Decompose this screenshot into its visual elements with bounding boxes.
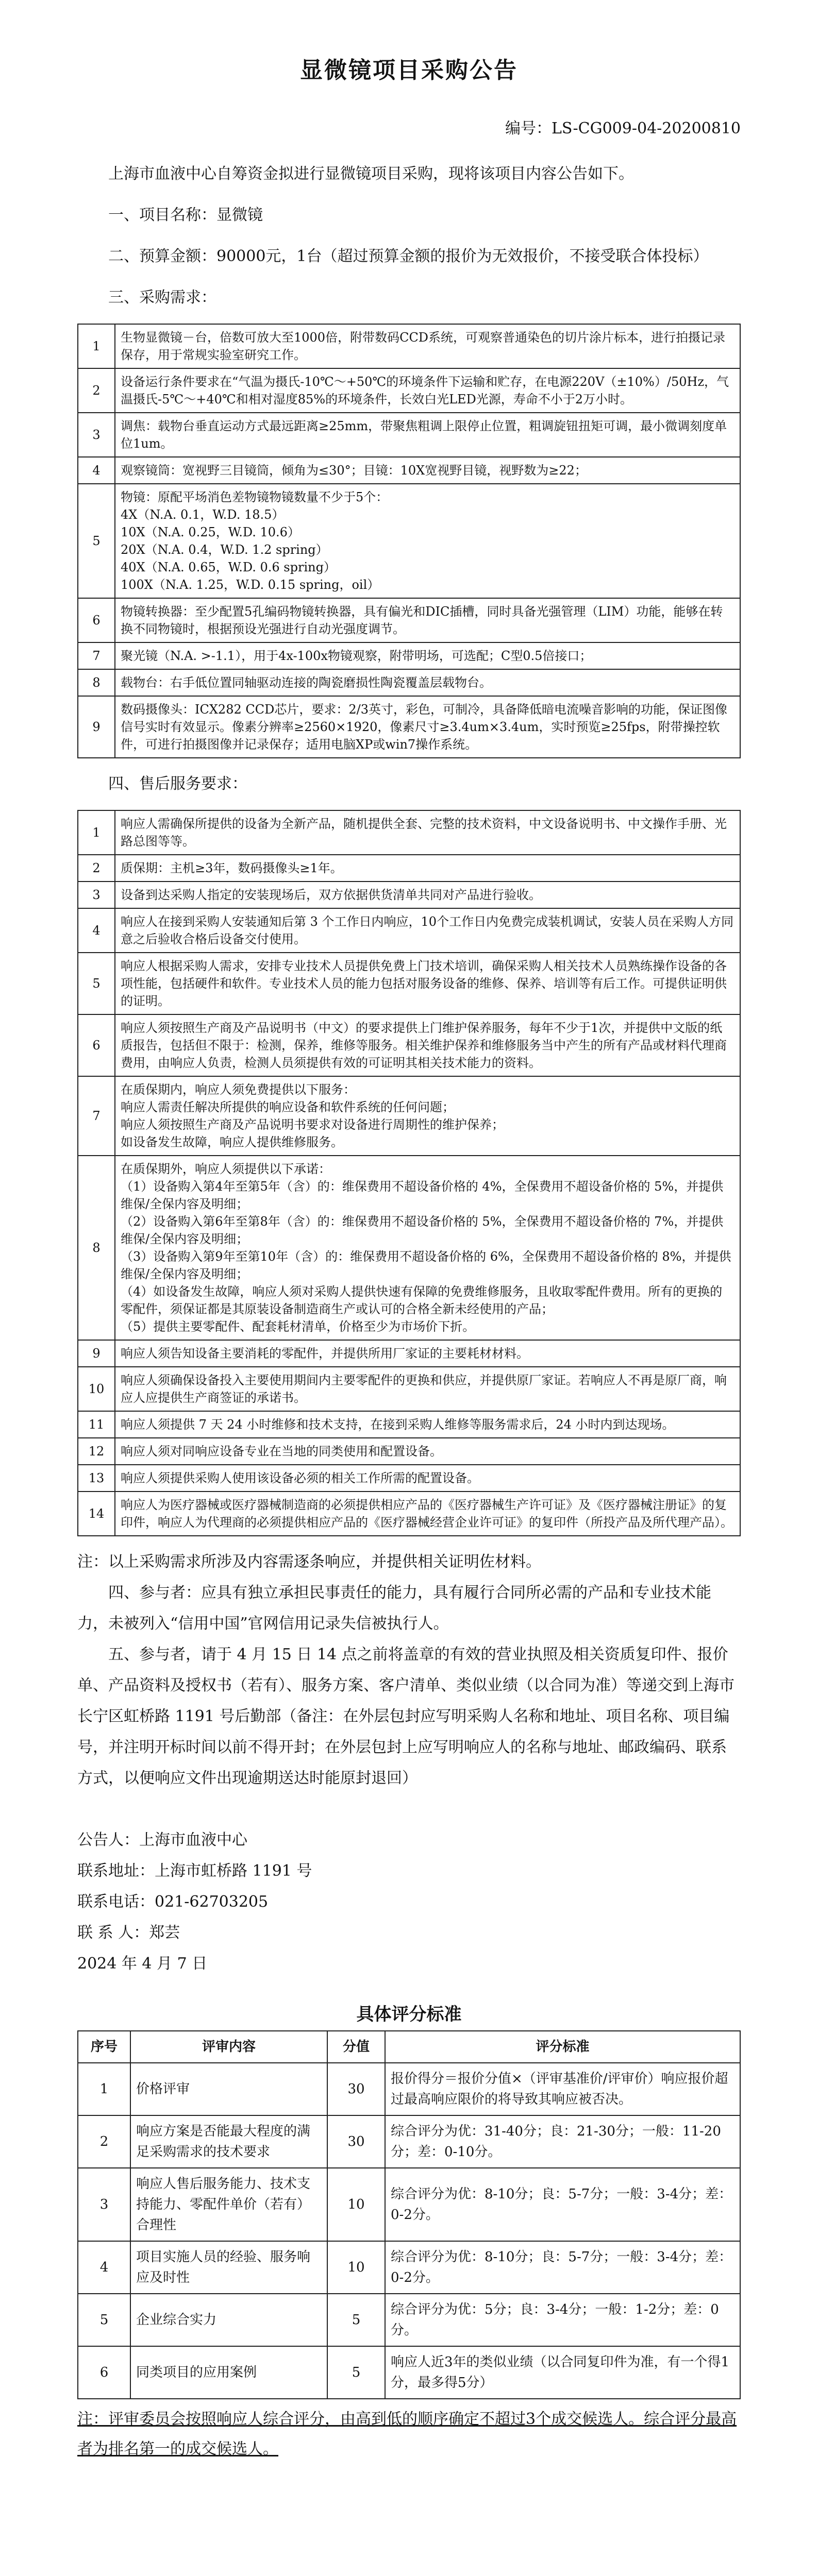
service-row-text <box>115 953 740 1014</box>
service-row <box>78 1465 740 1492</box>
service-row-text <box>115 1465 740 1492</box>
spec-row-line: 设备运行条件要求在“气温为摄氏-10℃～+50℃的环境条件下运输和贮存，在电源220V（±10%）/50Hz，气温摄氏-5℃～+40℃和相对湿度85%的环境条件，长效白光LED光源，寿命不小于2万小时。 <box>121 375 729 406</box>
spec-row-number: 9 <box>78 696 115 758</box>
service-row <box>78 1438 740 1465</box>
service-row-text <box>115 1367 740 1411</box>
service-row-number: 10 <box>78 1367 115 1411</box>
service-row <box>78 908 740 953</box>
spec-row-number: 3 <box>78 413 115 457</box>
spec-row-text <box>115 324 740 368</box>
score-row <box>78 2168 740 2241</box>
service-row <box>78 810 740 855</box>
score-standard: 综合评分为优：5分；良：3-4分；一般：1-2分；差：0分。 <box>385 2294 740 2346</box>
spec-row-text <box>115 598 740 642</box>
service-row-line: 响应人须按照生产商及产品说明书（中文）的要求提供上门维护保养服务，每年不少于1次，并提供中文版的纸质报告，包括但不限于：检测，保养，维修等服务。相关维护保养和维修服务当中产生的所有产品或材料代理商费用，由响应人负责，检测人员须提供有效的可证明其相关技术能力的资料。 <box>121 1021 727 1070</box>
spec-row <box>78 642 740 669</box>
score-row <box>78 2294 740 2346</box>
spec-row-text <box>115 642 740 669</box>
service-row <box>78 1014 740 1076</box>
score-content: 项目实施人员的经验、服务响应及时性 <box>130 2241 327 2294</box>
score-no: 2 <box>78 2115 130 2168</box>
submission-instructions: 五、参与者，请于 4 月 15 日 14 点之前将盖章的有效的营业执照及相关资质复印件、报价单、产品资料及授权书（若有）、服务方案、客户清单、类似业绩（以合同为准）等递交到上海市长宁区虹桥路 1191 号后勤部（备注：在外层包封应写明采购人名称和地址、项目名称、项目编号，并注明开标时间以前不得开封；在外层包封上应写明响应人的名称与地址、邮政编码、联系方式，以便响应文件出现逾期送达时能原封退回） <box>77 1646 734 1787</box>
service-row-text <box>115 1438 740 1465</box>
spec-row-line: 观察镜筒：宽视野三目镜筒，倾角为≤30°；目镜：10X宽视野目镜，视野数为≥22； <box>121 463 587 478</box>
score-row <box>78 2063 740 2115</box>
section-project-name: 一、项目名称：显微镜 <box>108 206 263 224</box>
service-row-number: 3 <box>78 882 115 908</box>
spec-row <box>78 598 740 642</box>
spec-row-line: 调焦：载物台垂直运动方式最远距离≥25mm，带聚焦粗调上限停止位置，粗调旋钮扭矩可调，最小微调刻度单位1um。 <box>121 419 727 451</box>
service-row-text <box>115 1014 740 1076</box>
service-row-text <box>115 1411 740 1438</box>
spec-row <box>78 368 740 413</box>
spec-row-text <box>115 457 740 484</box>
requirements-table <box>77 324 741 758</box>
service-row-line: 响应人需责任解决所提供的响应设备和软件系统的任何问题； <box>121 1100 455 1114</box>
score-no: 1 <box>78 2063 130 2115</box>
service-row-text <box>115 1156 740 1340</box>
section-budget: 二、预算金额：90000元，1台（超过预算金额的报价为无效报价，不接受联合体投标） <box>108 247 709 265</box>
requirements-note: 注：以上采购需求所涉及内容需逐条响应，并提供相关证明佐材料。 <box>77 1553 541 1571</box>
spec-row-line: 物镜：原配平场消色差物镜物镜数量不少于5个： <box>121 490 389 504</box>
service-row-line: 响应人须确保设备投入主要使用期间内主要零配件的更换和供应，并提供原厂家证。若响应人不再是原厂商，响应人应提供生产商签证的承诺书。 <box>121 1373 727 1405</box>
spec-row <box>78 484 740 598</box>
score-points: 5 <box>327 2294 385 2346</box>
spec-row-text <box>115 669 740 696</box>
score-row <box>78 2241 740 2294</box>
service-row-line: 在质保期内，响应人须免费提供以下服务： <box>121 1082 356 1097</box>
service-table <box>77 810 741 1536</box>
score-content: 企业综合实力 <box>130 2294 327 2346</box>
service-row-text <box>115 1492 740 1536</box>
service-row-number: 13 <box>78 1465 115 1492</box>
service-row-line: （3）设备购入第9年至第10年（含）的：维保费用不超设备价格的 6%，全保费用不超设备价格的 8%，并提供维保/全保内容及明细； <box>121 1249 731 1281</box>
page-title: 显微镜项目采购公告 <box>300 57 518 83</box>
spec-row <box>78 696 740 758</box>
service-row-line: （2）设备购入第6年至第8年（含）的：维保费用不超设备价格的 5%，全保费用不超设备价格的 7%，并提供维保/全保内容及明细； <box>121 1214 724 1246</box>
service-row-line: 响应人须提供采购人使用该设备必须的相关工作所需的配置设备。 <box>121 1471 479 1485</box>
spec-row-line: 40X（N.A. 0.65，W.D. 0.6 spring） <box>121 560 336 574</box>
score-no: 5 <box>78 2294 130 2346</box>
service-row-text <box>115 882 740 908</box>
score-content: 响应方案是否能最大程度的满足采购需求的技术要求 <box>130 2115 327 2168</box>
service-row-number: 5 <box>78 953 115 1014</box>
service-row-line: （4）如设备发生故障，响应人须对采购人提供快速有保障的免费维修服务，且收取零配件费用。所有的更换的零配件，须保证都是其原装设备制造商生产或认可的合格全新未经使用的产品； <box>121 1284 723 1316</box>
header-no: 序号 <box>78 2031 130 2063</box>
service-row-text <box>115 810 740 855</box>
score-table-title: 具体评分标准 <box>356 2004 462 2025</box>
spec-row-line: 生物显微镜－台，倍数可放大至1000倍，附带数码CCD系统，可观察普通染色的切片涂片标本，进行拍摄记录保存，用于常规实验室研究工作。 <box>121 330 726 362</box>
score-row <box>78 2346 740 2399</box>
score-content: 响应人售后服务能力、技术支持能力、零配件单价（若有）合理性 <box>130 2168 327 2241</box>
service-row-line: 响应人在接到采购人安装通知后第 3 个工作日内响应，10个工作日内免费完成装机调试，安装人员在采购人方同意之后验收合格后设备交付使用。 <box>121 914 734 946</box>
spec-row-text <box>115 413 740 457</box>
service-row-text <box>115 1076 740 1156</box>
score-points: 30 <box>327 2063 385 2115</box>
service-row-line: 响应人须提供 7 天 24 小时维修和技术支持，在接到采购人维修等服务需求后，24 小时内到达现场。 <box>121 1417 675 1432</box>
service-row <box>78 953 740 1014</box>
spec-row-number: 8 <box>78 669 115 696</box>
score-standard: 综合评分为优：8-10分；良：5-7分；一般：3-4分；差：0-2分。 <box>385 2168 740 2241</box>
contact-phone: 联系电话：021-62703205 <box>77 1893 269 1911</box>
section-requirements-title: 三、采购需求： <box>108 289 216 307</box>
spec-row-line: 20X（N.A. 0.4，W.D. 1.2 spring） <box>121 543 328 557</box>
spec-row-line: 4X（N.A. 0.1，W.D. 18.5） <box>121 507 285 522</box>
service-row <box>78 1156 740 1340</box>
intro-paragraph: 上海市血液中心自筹资金拟进行显微镜项目采购，现将该项目内容公告如下。 <box>108 165 634 183</box>
announcer: 公告人：上海市血液中心 <box>77 1831 247 1849</box>
spec-row-number: 2 <box>78 368 115 413</box>
score-no: 3 <box>78 2168 130 2241</box>
service-row-line: 响应人须对同响应设备专业在当地的同类使用和配置设备。 <box>121 1444 442 1459</box>
spec-row-line: 数码摄像头：ICX282 CCD芯片，要求：2/3英寸，彩色，可制冷，具备降低暗电流噪音影响的功能，保证图像信号实时有效显示。像素分辨率≥2560×1920，像素尺寸≥3.4um×3.4um，实时预览≥25fps，附带操控软件，可进行拍摄图像并记录保存；适用电脑XP或win7操作系统。 <box>121 702 727 752</box>
signature-block <box>77 1825 741 1979</box>
header-content: 评审内容 <box>130 2031 327 2063</box>
spec-row-number: 5 <box>78 484 115 598</box>
spec-row-text <box>115 696 740 758</box>
service-row <box>78 855 740 882</box>
score-standard: 综合评分为优：31-40分；良：21-30分；一般：11-20分；差：0-10分。 <box>385 2115 740 2168</box>
spec-row-number: 7 <box>78 642 115 669</box>
evaluation-note: 注：评审委员会按照响应人综合评分，由高到低的顺序确定不超过3个成交候选人。综合评分最高者为排名第一的成交候选人。 <box>77 2410 737 2458</box>
spec-row-text <box>115 484 740 598</box>
service-row-line: （1）设备购入第4年至第5年（含）的：维保费用不超设备价格的 4%，全保费用不超设备价格的 5%，并提供维保/全保内容及明细； <box>121 1179 724 1211</box>
service-row-line: 响应人为医疗器械或医疗器械制造商的必须提供相应产品的《医疗器械生产许可证》及《医疗器械注册证》的复印件，响应人为代理商的必须提供相应产品的《医疗器械经营企业许可证》的复印件（所投产品及所代理产品）。 <box>121 1498 733 1530</box>
service-row <box>78 882 740 908</box>
service-row <box>78 1367 740 1411</box>
service-row-line: 质保期：主机≥3年，数码摄像头≥1年。 <box>121 861 343 875</box>
score-content: 价格评审 <box>130 2063 327 2115</box>
score-table-header <box>78 2031 740 2063</box>
score-points: 5 <box>327 2346 385 2399</box>
spec-row <box>78 324 740 368</box>
score-content: 同类项目的应用案例 <box>130 2346 327 2399</box>
contact-address: 联系地址：上海市虹桥路 1191 号 <box>77 1862 312 1880</box>
score-points: 30 <box>327 2115 385 2168</box>
service-row-text <box>115 855 740 882</box>
service-row <box>78 1340 740 1367</box>
spec-row-number: 6 <box>78 598 115 642</box>
service-row-line: 在质保期外，响应人须提供以下承诺： <box>121 1162 331 1176</box>
participant-qualification: 四、参与者：应具有独立承担民事责任的能力，具有履行合同所必需的产品和专业技术能力，未被列入“信用中国”官网信用记录失信被执行人。 <box>77 1584 711 1633</box>
score-points: 10 <box>327 2241 385 2294</box>
score-standard: 报价得分＝报价分值×（评审基准价/评审价）响应报价超过最高响应限价的将导致其响应被否决。 <box>385 2063 740 2115</box>
spec-row <box>78 669 740 696</box>
service-row-number: 4 <box>78 908 115 953</box>
score-no: 4 <box>78 2241 130 2294</box>
announcement-date: 2024 年 4 月 7 日 <box>77 1955 208 1973</box>
service-row-number: 14 <box>78 1492 115 1536</box>
service-row-line: （5）提供主要零配件、配套耗材清单，价格至少为市场价下折。 <box>121 1319 475 1334</box>
service-row-line: 响应人须按照生产商及产品说明书要求对设备进行周期性的维护保养； <box>121 1117 504 1132</box>
service-row-number: 6 <box>78 1014 115 1076</box>
section-service-title: 四、售后服务要求： <box>108 775 247 793</box>
spec-row-number: 4 <box>78 457 115 484</box>
service-row-number: 12 <box>78 1438 115 1465</box>
header-points: 分值 <box>327 2031 385 2063</box>
score-table <box>77 2030 741 2399</box>
score-points: 10 <box>327 2168 385 2241</box>
service-row-number: 8 <box>78 1156 115 1340</box>
service-row <box>78 1411 740 1438</box>
spec-row-line: 物镜转换器：至少配置5孔编码物镜转换器，具有偏光和DIC插槽，同时具备光强管理（LIM）功能，能够在转换不同物镜时，根据预设光强进行自动光强度调节。 <box>121 604 723 636</box>
service-row-line: 响应人须告知设备主要消耗的零配件，并提供所用厂家证的主要耗材材料。 <box>121 1346 529 1361</box>
document-number: 编号：LS-CG009-04-20200810 <box>505 120 741 138</box>
score-no: 6 <box>78 2346 130 2399</box>
service-row <box>78 1492 740 1536</box>
service-row-line: 响应人根据采购人需求，安排专业技术人员提供免费上门技术培训，确保采购人相关技术人员熟练操作设备的各项性能，包括硬件和软件。专业技术人员的能力包括对服务设备的维修、保养、培训等有后工作。可提供证明供的证明。 <box>121 959 727 1008</box>
spec-row <box>78 413 740 457</box>
service-row-line: 如设备发生故障，响应人提供维修服务。 <box>121 1135 343 1149</box>
service-row <box>78 1076 740 1156</box>
service-row-text <box>115 1340 740 1367</box>
service-row-number: 11 <box>78 1411 115 1438</box>
service-row-line: 响应人需确保所提供的设备为全新产品，随机提供全套、完整的技术资料，中文设备说明书、中文操作手册、光路总图等等。 <box>121 817 727 849</box>
spec-row-number: 1 <box>78 324 115 368</box>
service-row-text <box>115 908 740 953</box>
service-row-number: 2 <box>78 855 115 882</box>
service-row-number: 1 <box>78 810 115 855</box>
spec-row <box>78 457 740 484</box>
contact-person: 联 系 人：郑芸 <box>77 1924 180 1942</box>
score-standard: 综合评分为优：8-10分；良：5-7分；一般：3-4分；差：0-2分。 <box>385 2241 740 2294</box>
score-row <box>78 2115 740 2168</box>
spec-row-text <box>115 368 740 413</box>
spec-row-line: 10X（N.A. 0.25，W.D. 10.6） <box>121 525 300 539</box>
spec-row-line: 100X（N.A. 1.25，W.D. 0.15 spring，oil） <box>121 578 380 592</box>
service-row-number: 9 <box>78 1340 115 1367</box>
spec-row-line: 载物台：右手低位置同轴驱动连接的陶瓷磨损性陶瓷覆盖层载物台。 <box>121 675 492 690</box>
service-row-line: 设备到达采购人指定的安装现场后，双方依据供货清单共同对产品进行验收。 <box>121 888 541 902</box>
spec-row-line: 聚光镜（N.A. >-1.1），用于4x-100x物镜观察，附带明场，可选配；C型0.5倍接口； <box>121 649 592 663</box>
service-row-number: 7 <box>78 1076 115 1156</box>
header-standard: 评分标准 <box>385 2031 740 2063</box>
score-standard: 响应人近3年的类似业绩（以合同复印件为准，有一个得1分，最多得5分） <box>385 2346 740 2399</box>
